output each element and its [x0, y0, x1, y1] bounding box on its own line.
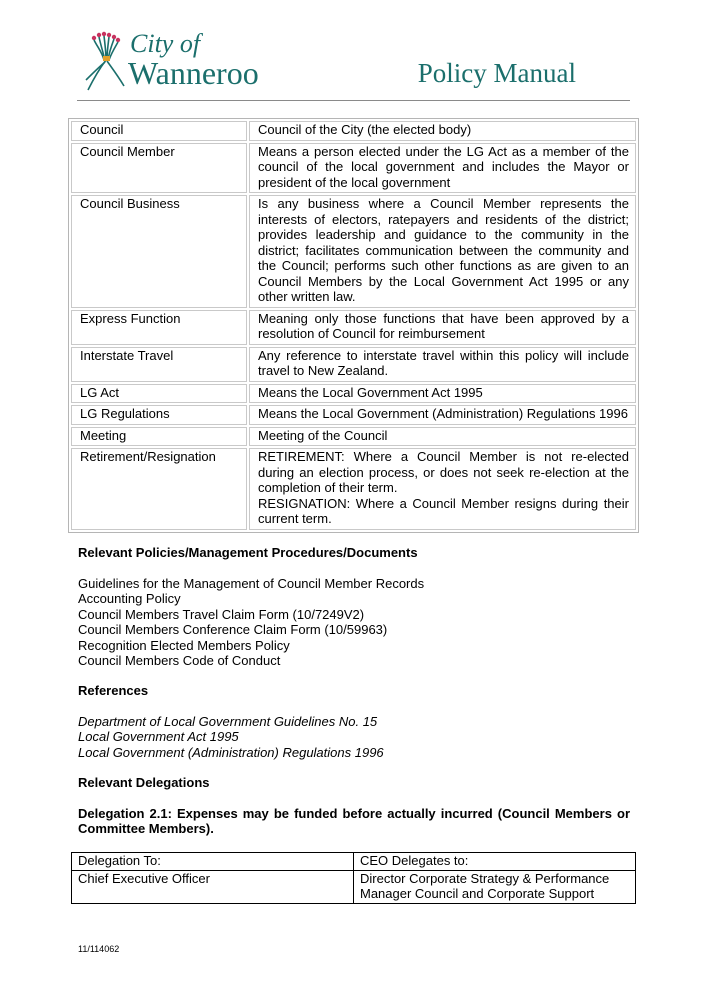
delegations-section [78, 775, 630, 837]
page-header [0, 0, 706, 110]
policy-manual-title: Policy Manual [417, 58, 576, 88]
table-row [72, 870, 636, 903]
kangaroo-paw-logo-icon [84, 30, 128, 92]
header-divider [77, 100, 630, 101]
city-logo [84, 30, 274, 92]
list-item: Department of Local Government Guidelines No. 15 [78, 713, 378, 729]
table-row [71, 121, 636, 141]
definition-cell: Means the Local Government Act 1995 [249, 384, 636, 404]
term-cell: Council [71, 121, 247, 141]
definition-cell: Meaning only those functions that have been approved by a resolution of Council for reimbursement [249, 310, 636, 345]
list-item: Recognition Elected Members Policy [78, 637, 290, 653]
table-row [71, 427, 636, 447]
table-row [71, 143, 636, 194]
list-item: Local Government Act 1995 [78, 729, 239, 744]
header-cell: CEO Delegates to: [354, 853, 636, 871]
table-row [72, 853, 636, 871]
definitions-table [68, 118, 639, 533]
term-cell: Council Business [71, 195, 247, 308]
table-row [71, 310, 636, 345]
definition-cell [249, 448, 636, 530]
relevant-policies-section [78, 545, 630, 669]
header-cell: Delegation To: [72, 853, 354, 871]
logo-name-text: Wanneroo [128, 55, 259, 91]
list-item: Accounting Policy [78, 591, 181, 606]
term-cell: LG Regulations [71, 405, 247, 425]
list-item: Council Members Code of Conduct [78, 653, 281, 668]
section-heading: References [78, 683, 149, 698]
table-row [71, 195, 636, 308]
definition-cell: Means a person elected under the LG Act as a member of the council of the local government and includes the Mayor or president of the local government [249, 143, 636, 194]
delegation-title: Delegation 2.1: Expenses may be funded before actually incurred (Council Members or Committee Members). [78, 805, 630, 836]
value-cell: Chief Executive Officer [72, 870, 354, 903]
logo-city-text: City of [130, 29, 201, 58]
term-cell: Interstate Travel [71, 347, 247, 382]
table-row [71, 347, 636, 382]
definition-cell: Means the Local Government (Administration) Regulations 1996 [249, 405, 636, 425]
document-number: 11/114062 [78, 944, 120, 954]
definition-cell: Council of the City (the elected body) [249, 121, 636, 141]
references-section [78, 683, 630, 760]
definition-cell: Meeting of the Council [249, 427, 636, 447]
term-cell: Express Function [71, 310, 247, 345]
section-heading: Relevant Policies/Management Procedures/Documents [78, 545, 418, 560]
definition-cell: Any reference to interstate travel within this policy will include travel to New Zealand. [249, 347, 636, 382]
resignation-definition: RESIGNATION: Where a Council Member resigns during their current term. [258, 495, 629, 526]
table-row [71, 384, 636, 404]
list-item: Council Members Travel Claim Form (10/7249V2) [78, 606, 365, 622]
term-cell: Council Member [71, 143, 247, 194]
definition-cell: Is any business where a Council Member represents the interests of electors, ratepayers and residents of the district; provides leadership and guidance to the community in the district; facilitates communication between the community and the Council; performs such other functions as are given to an Council Members by the Local Government Act 1995 or any other written law. [249, 195, 636, 308]
term-cell: LG Act [71, 384, 247, 404]
delegation-table [71, 852, 636, 904]
delegate-item: Director Corporate Strategy & Performance [360, 870, 610, 886]
value-cell [354, 870, 636, 903]
list-item: Local Government (Administration) Regulations 1996 [78, 744, 384, 760]
term-cell: Retirement/Resignation [71, 448, 247, 530]
retirement-definition: RETIREMENT: Where a Council Member is not re-elected during an election process, or does not seek re-election at the completion of their term. [258, 449, 629, 495]
term-cell: Meeting [71, 427, 247, 447]
list-item: Council Members Conference Claim Form (10/59963) [78, 622, 388, 637]
delegate-item: Manager Council and Corporate Support [360, 886, 595, 901]
table-row [71, 448, 636, 530]
table-row [71, 405, 636, 425]
list-item: Guidelines for the Management of Council Member Records [78, 575, 425, 591]
section-heading: Relevant Delegations [78, 775, 210, 790]
